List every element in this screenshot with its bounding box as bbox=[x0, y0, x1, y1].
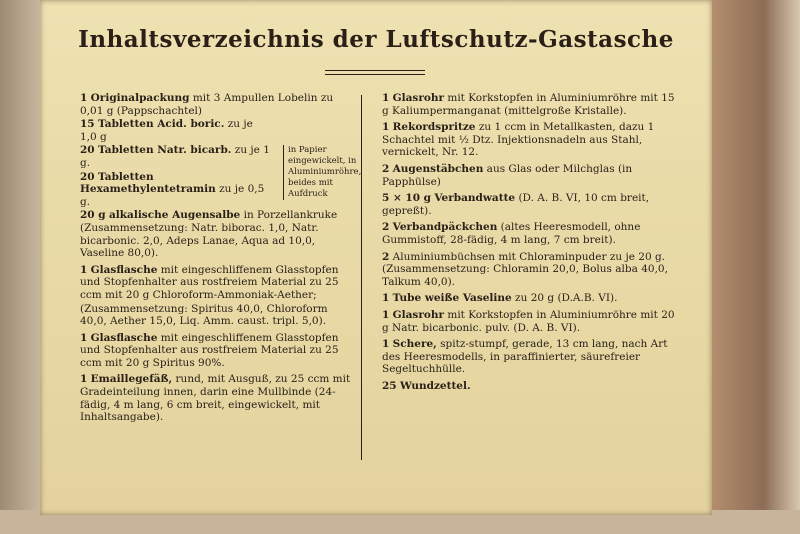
left-column bbox=[80, 92, 362, 428]
title-divider bbox=[325, 70, 425, 75]
list-item: 15 Tabletten Acid. boric. zu je 1,0 g bbox=[80, 118, 253, 143]
list-item: 1 Glasrohr mit Korkstopfen in Aluminiumröhre mit 15 g Kaliumpermanganat (mittelgroße Kristalle). bbox=[382, 92, 675, 117]
background-left bbox=[0, 0, 42, 534]
list-item: 2 Augenstäbchen aus Glas oder Milchglas (in Papphülse) bbox=[382, 162, 633, 188]
list-item: 20 g alkalische Augensalbe in Porzellankruke (Zusammensetzung: Natr. biborac. 1,0, Natr. bicarbonic. 2,0, Adeps Lanae, Aqua ad 10,0, Vaseline 80,0). bbox=[80, 209, 338, 260]
document-sheet bbox=[40, 0, 712, 515]
list-item: 1 Glasflasche mit eingeschliffenem Glasstopfen und Stopfenhalter aus rostfreiem Material zu 25 ccm mit 20 g Spiritus 90%. bbox=[80, 331, 339, 369]
list-item: 1 Schere, spitz-stumpf, gerade, 13 cm lang, nach Art des Heeresmodells, in paraffinierter, säurefreier Segeltuchhülle. bbox=[382, 338, 668, 376]
list-item: 20 Tabletten Natr. bicarb. zu je 1 g. bbox=[80, 144, 270, 169]
background-right-wood bbox=[710, 0, 800, 534]
document-title: Inhaltsverzeichnis der Luftschutz-Gastasche bbox=[78, 26, 674, 53]
tablet-group bbox=[80, 118, 362, 208]
list-item: (Zusammensetzung: Spiritus 40,0, Chloroform 40,0, Aether 15,0, Liq. Amm. caust. tripl. 5,0). bbox=[80, 302, 328, 328]
right-column bbox=[382, 92, 678, 396]
bracket-note: in Papier eingewickelt, in Aluminiumröhre, beides mit Aufdruck bbox=[283, 145, 358, 200]
list-item: 2 Aluminiumbüchsen mit Chloraminpuder zu je 20 g. (Zusammensetzung: Chloramin 20,0, Bolus alba 40,0, Talkum 40,0). bbox=[382, 250, 668, 288]
list-item: 5 × 10 g Verbandwatte (D. A. B. VI, 10 cm breit, gepreßt). bbox=[382, 192, 650, 217]
list-item: 1 Rekordspritze zu 1 ccm in Metallkasten, dazu 1 Schachtel mit ½ Dtz. Injektionsnadeln aus Stahl, vernickelt, Nr. 12. bbox=[382, 121, 655, 159]
list-item: 1 Glasrohr mit Korkstopfen in Aluminiumröhre mit 20 g Natr. bicarbonic. pulv. (D. A. B. VI). bbox=[382, 308, 675, 334]
list-item: 1 Tube weiße Vaseline zu 20 g (D.A.B. VI). bbox=[382, 292, 618, 305]
list-item: 1 Glasflasche mit eingeschliffenem Glasstopfen und Stopfenhalter aus rostfreiem Material zu 25 ccm mit 20 g Chloroform-Ammoniak-Aether; bbox=[80, 263, 339, 301]
list-item: 2 Verbandpäckchen (altes Heeresmodell, ohne Gummistoff, 28-fädig, 4 m lang, 7 cm breit). bbox=[382, 221, 641, 246]
column-divider bbox=[361, 95, 362, 460]
list-item: 1 Originalpackung mit 3 Ampullen Lobelin zu 0,01 g (Pappschachtel) bbox=[80, 92, 334, 117]
list-item: 25 Wundzettel. bbox=[382, 379, 471, 392]
list-item: 20 Tabletten Hexamethylentetramin zu je 0,5 g. bbox=[80, 170, 265, 208]
list-item: 1 Emaillegefäß, rund, mit Ausguß, zu 25 ccm mit Gradeinteilung innen, darin eine Mullbinde (24-fädig, 4 m lang, 6 cm breit, eingewickelt, mit Inhaltsangabe). bbox=[80, 373, 351, 424]
